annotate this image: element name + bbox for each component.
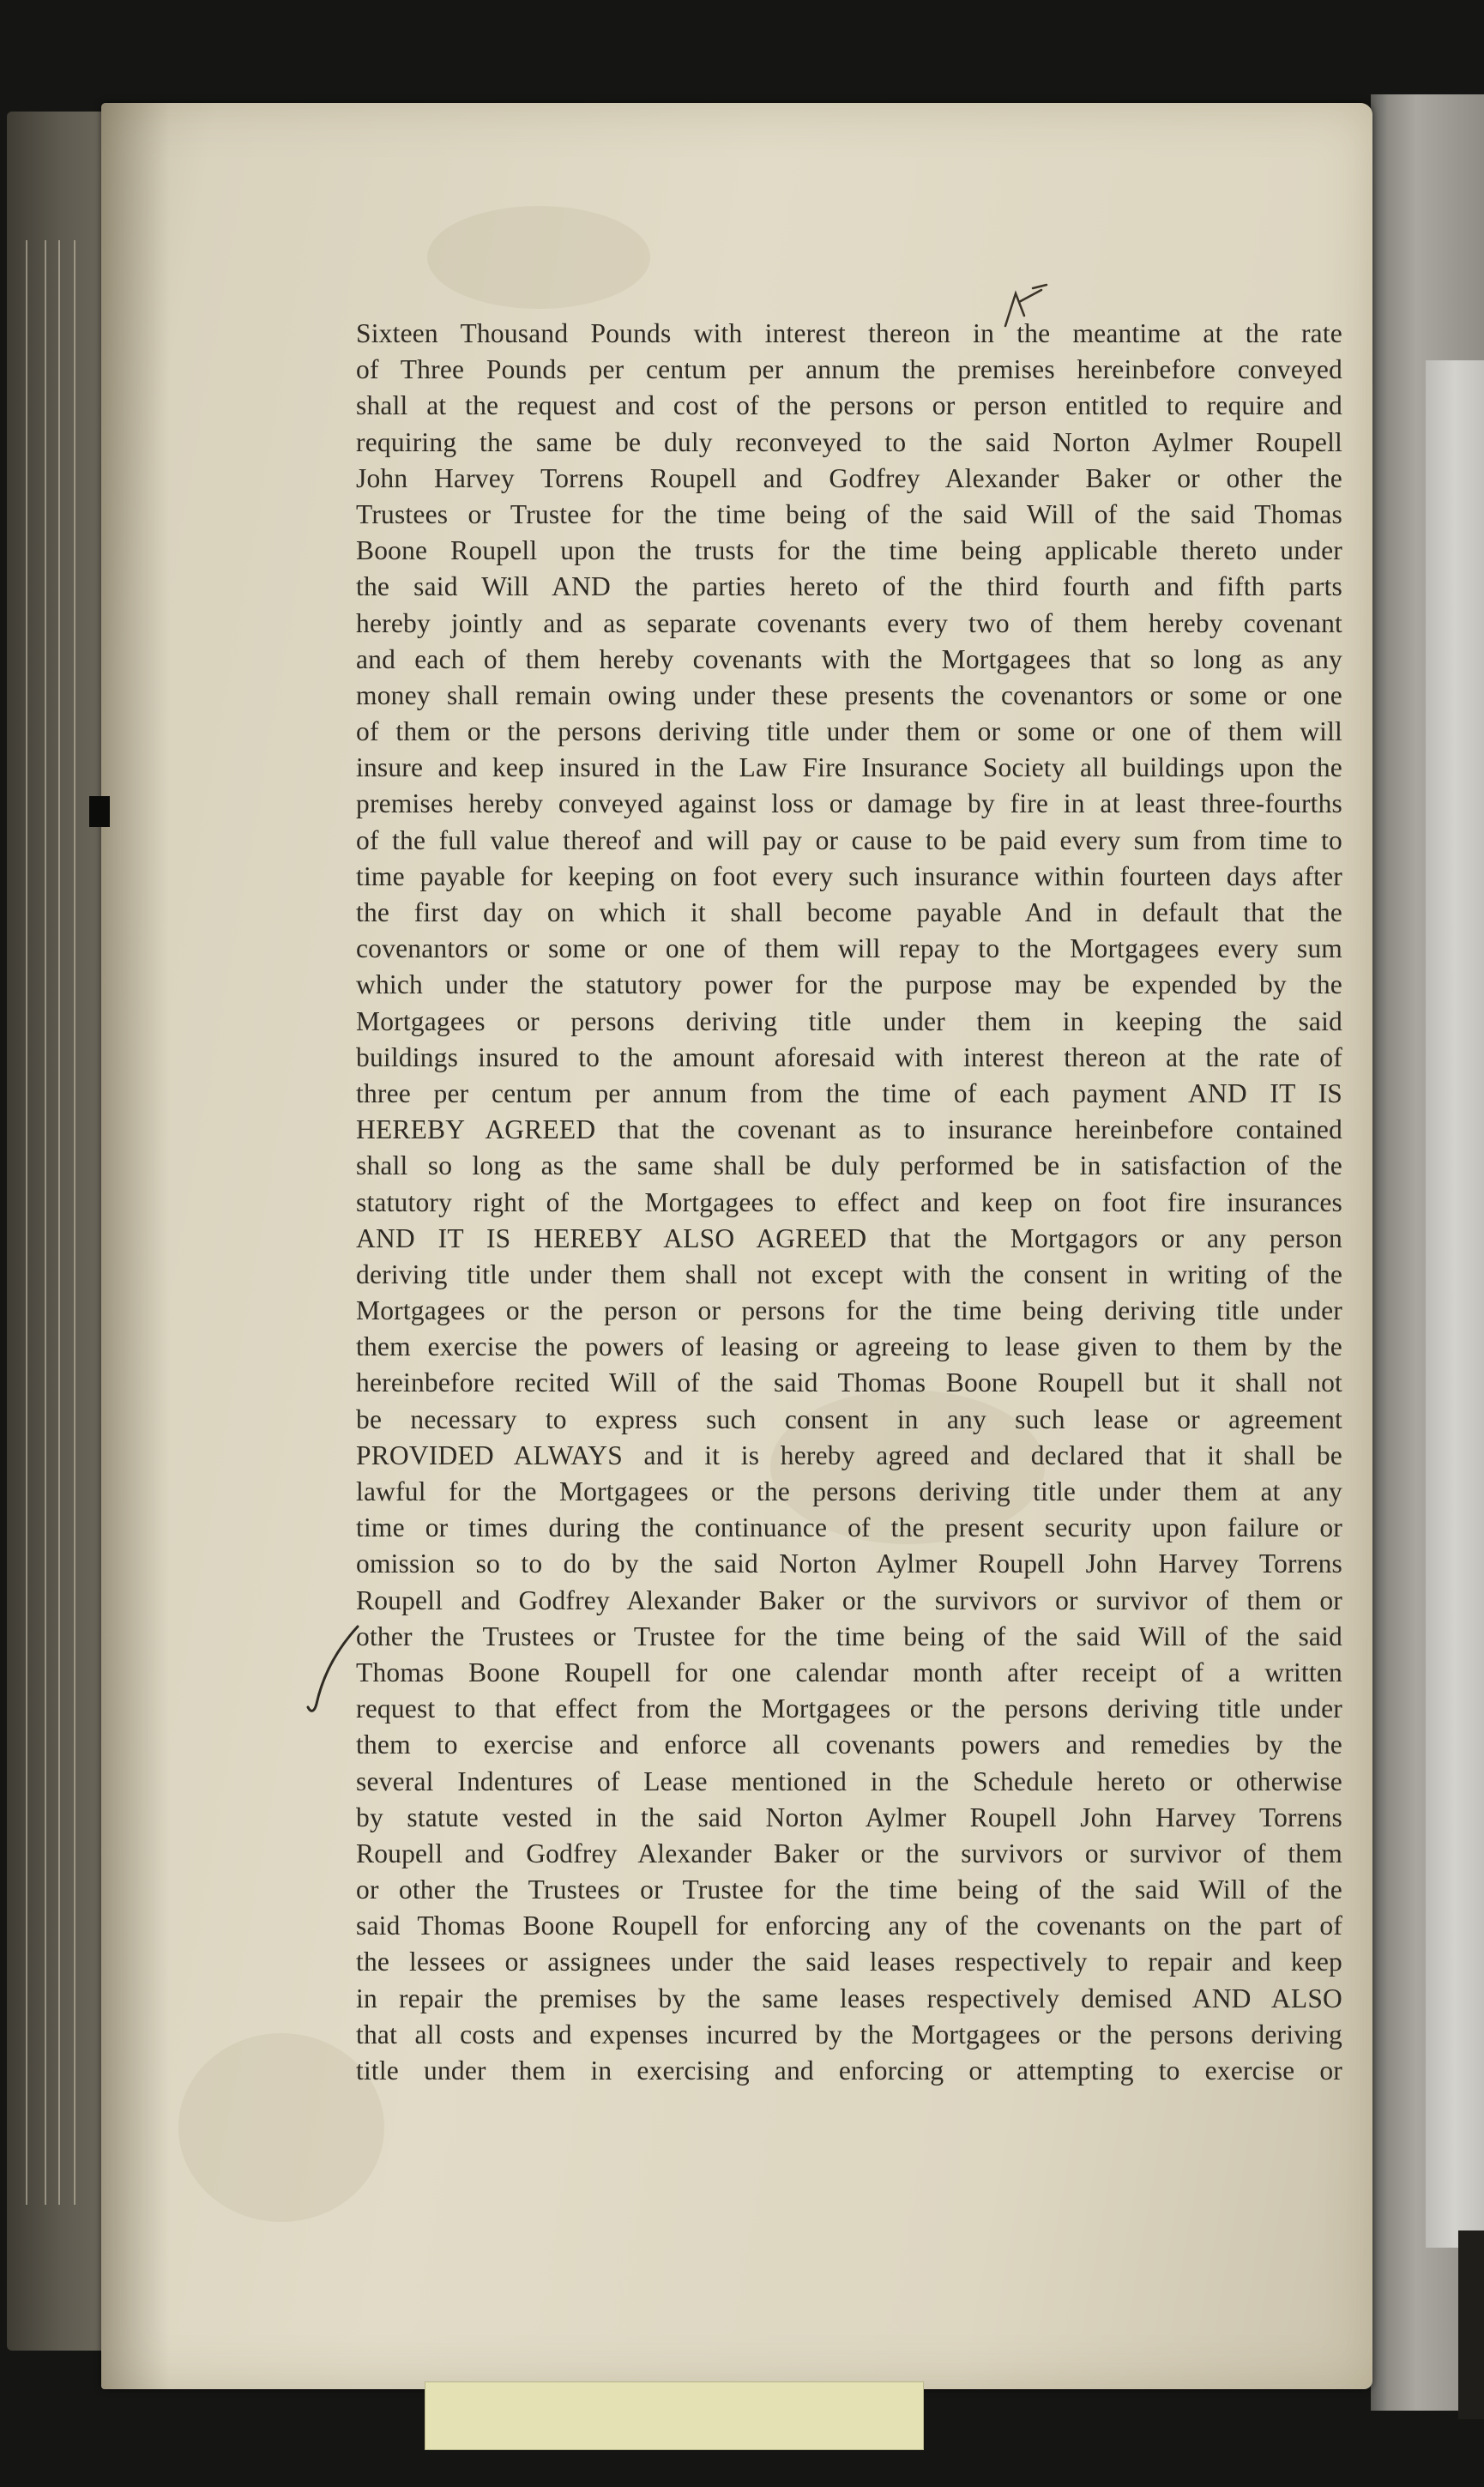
text-line: Mortgagees or the person or persons for the time being deriving title under bbox=[356, 1295, 1342, 1326]
text-line: insure and keep insured in the Law Fire Insurance Society all buildings upon the bbox=[356, 752, 1342, 783]
text-line: AND IT IS HEREBY ALSO AGREED that the Mortgagors or any person bbox=[356, 1222, 1342, 1253]
text-line: time payable for keeping on foot every such insurance within fourteen days after bbox=[356, 860, 1342, 891]
text-line: deriving title under them shall not except with the consent in writing of the bbox=[356, 1259, 1342, 1289]
adjacent-dark-strip bbox=[1458, 2230, 1484, 2419]
text-line: omission so to do by the said Norton Aylmer Roupell John Harvey Torrens bbox=[356, 1548, 1342, 1579]
text-line: other the Trustees or Trustee for the time being of the said Will of the said bbox=[356, 1621, 1342, 1651]
text-line: Thomas Boone Roupell for one calendar month after receipt of a written bbox=[356, 1657, 1342, 1687]
text-line: that all costs and expenses incurred by the Mortgagees or the persons deriving bbox=[356, 2019, 1342, 2049]
text-line: in repair the premises by the same leases respectively demised AND ALSO bbox=[356, 1983, 1342, 2013]
text-line: Boone Roupell upon the trusts for the time being applicable thereto under bbox=[356, 535, 1342, 566]
text-line: Sixteen Thousand Pounds with interest thereon in the meantime at the rate bbox=[356, 318, 1342, 348]
page-gutter-shadow bbox=[101, 103, 170, 2389]
text-line: of the full value thereof and will pay or cause to be paid every sum from time to bbox=[356, 824, 1342, 855]
text-line: lawful for the Mortgagees or the persons deriving title under them at any bbox=[356, 1476, 1342, 1506]
text-line: shall so long as the same shall be duly performed be in satisfaction of the bbox=[356, 1150, 1342, 1181]
text-line: PROVIDED ALWAYS and it is hereby agreed and declared that it shall be bbox=[356, 1440, 1342, 1470]
text-line: by statute vested in the said Norton Aylmer Roupell John Harvey Torrens bbox=[356, 1802, 1342, 1832]
text-line: shall at the request and cost of the persons or person entitled to require and bbox=[356, 390, 1342, 421]
text-line: money shall remain owing under these presents the covenantors or some or one bbox=[356, 679, 1342, 710]
text-line: request to that effect from the Mortgagees or the persons deriving title under bbox=[356, 1693, 1342, 1724]
side-tab-marker bbox=[89, 796, 110, 827]
text-line: and each of them hereby covenants with the Mortgagees that so long as any bbox=[356, 643, 1342, 674]
caret-annotation-icon bbox=[1002, 281, 1053, 333]
text-line: hereby jointly and as separate covenants every two of them hereby covenant bbox=[356, 607, 1342, 638]
text-line: Roupell and Godfrey Alexander Baker or the survivors or survivor of them or bbox=[356, 1585, 1342, 1615]
text-line: HEREBY AGREED that the covenant as to insurance hereinbefore contained bbox=[356, 1114, 1342, 1145]
text-line: of Three Pounds per centum per annum the premises hereinbefore conveyed bbox=[356, 354, 1342, 385]
text-line: the said Will AND the parties hereto of the third fourth and fifth parts bbox=[356, 571, 1342, 602]
text-line: several Indentures of Lease mentioned in the Schedule hereto or otherwise bbox=[356, 1766, 1342, 1796]
text-line: Mortgagees or persons deriving title under them in keeping the said bbox=[356, 1005, 1342, 1036]
text-line: Roupell and Godfrey Alexander Baker or the survivors or survivor of them bbox=[356, 1838, 1342, 1868]
text-line: three per centum per annum from the time of each payment AND IT IS bbox=[356, 1077, 1342, 1108]
adjacent-paper bbox=[1426, 360, 1484, 2248]
text-line: title under them in exercising and enforcing or attempting to exercise or bbox=[356, 2055, 1342, 2086]
text-line: premises hereby conveyed against loss or damage by fire in at least three-fourths bbox=[356, 788, 1342, 819]
bottom-paper-slip bbox=[425, 2381, 924, 2450]
text-line: Trustees or Trustee for the time being of the said Will of the said Thomas bbox=[356, 498, 1342, 529]
text-line: John Harvey Torrens Roupell and Godfrey Alexander Baker or other the bbox=[356, 462, 1342, 493]
text-line: be necessary to express such consent in any such lease or agreement bbox=[356, 1403, 1342, 1434]
document-body-text bbox=[356, 316, 1342, 2089]
text-line: covenantors or some or one of them will repay to the Mortgagees every sum bbox=[356, 933, 1342, 964]
text-line: them exercise the powers of leasing or agreeing to lease given to them by the bbox=[356, 1331, 1342, 1362]
text-line: statutory right of the Mortgagees to effect and keep on foot fire insurances bbox=[356, 1186, 1342, 1217]
text-line: the lessees or assignees under the said leases respectively to repair and keep bbox=[356, 1947, 1342, 1977]
text-line: the first day on which it shall become payable And in default that the bbox=[356, 897, 1342, 927]
text-line: said Thomas Boone Roupell for enforcing any of the covenants on the part of bbox=[356, 1911, 1342, 1941]
text-line: or other the Trustees or Trustee for the time being of the said Will of the bbox=[356, 1874, 1342, 1905]
text-line: them to exercise and enforce all covenants powers and remedies by the bbox=[356, 1729, 1342, 1760]
text-line: of them or the persons deriving title under them or some or one of them will bbox=[356, 716, 1342, 747]
margin-tick-icon bbox=[305, 1621, 365, 1724]
text-line: which under the statutory power for the purpose may be expended by the bbox=[356, 969, 1342, 1000]
text-line: time or times during the continuance of the present security upon failure or bbox=[356, 1512, 1342, 1543]
text-line: buildings insured to the amount aforesaid with interest thereon at the rate of bbox=[356, 1041, 1342, 1072]
text-line: requiring the same be duly reconveyed to the said Norton Aylmer Roupell bbox=[356, 426, 1342, 457]
text-line: hereinbefore recited Will of the said Thomas Boone Roupell but it shall not bbox=[356, 1367, 1342, 1398]
